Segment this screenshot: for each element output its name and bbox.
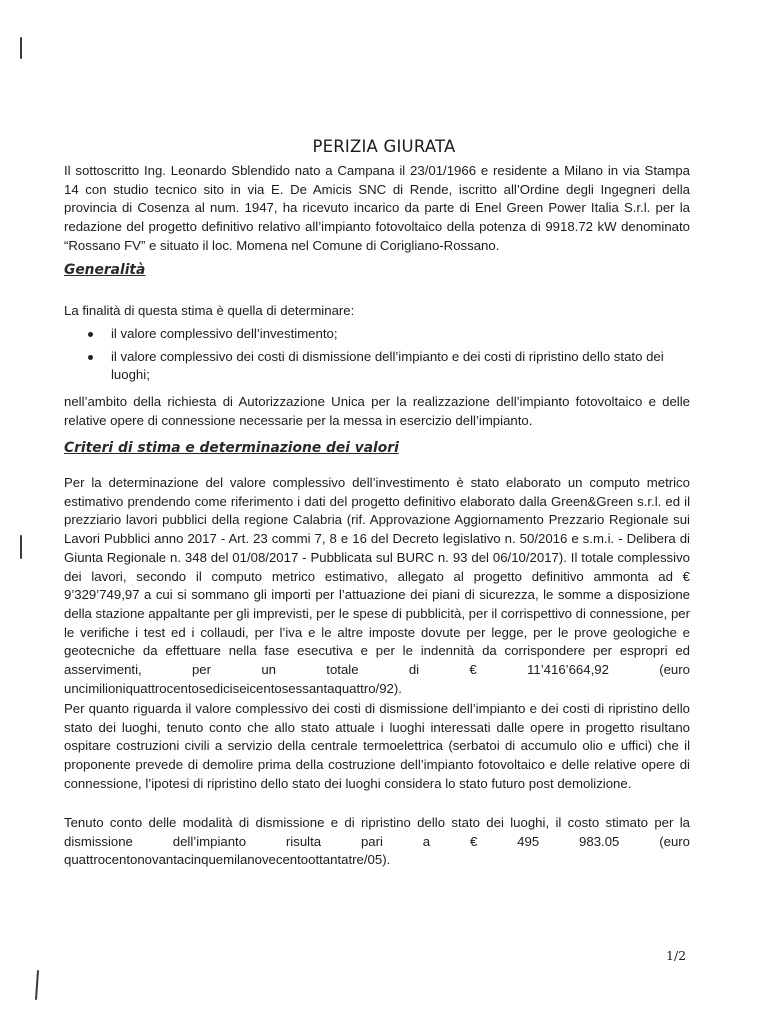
list-item bbox=[64, 348, 690, 385]
page-number: 1/2 bbox=[666, 948, 687, 963]
scan-artifact-mark bbox=[35, 970, 39, 1000]
section2-paragraph-1: Per la determinazione del valore complessivo dell’investimento è stato elaborato un computo metrico estimativo prendendo come riferimento i dati del progetto definitivo elaborato dalla Green&Green s.r.l. ed il prezziario lavori pubblici della regione Calabria (rif. Approvazione Aggiornamento Prezzario Regionale sui Lavori Pubblici anno 2017 - Art. 23 commi 7, 8 e 16 del Decreto legislativo n. 50/2016 e s.m.i. - Delibera di Giunta Regionale n. 348 del 01/08/2017 - Pubblicata sul BURC n. 93 del 06/10/2017). Il totale complessivo dei lavori, secondo il computo metrico estimativo, allegato al progetto definitivo ammonta ad € 9’329’749,97 a cui si sommano gli importi per l’attuazione dei piani di sicurezza, le somme a disposizione della stazione appaltante per gli imprevisti, per le spese di pubblicità, per il corrispettivo di connessione, per le verifiche i test ed i collaudi, per l’iva e le altre imposte dovute per legge, per le prove geologiche e geotecniche da effettuare nella fase esecutiva e per le indennità da corrispondere per espropri ed asservimenti, per un totale di € 11’416’664,92 (euro uncimilioniquattrocentosediciseicentosessantaquattro/92). bbox=[64, 475, 691, 696]
intro-paragraph: Il sottoscritto Ing. Leonardo Sblendido nato a Campana il 23/01/1966 e residente a Milano in via Stampa 14 con studio tecnico sito in via E. De Amicis SNC di Rende, iscritto all’Ordine degli Ingegneri della provincia di Cosenza al num. 1947, ha ricevuto incarico da parte di Enel Green Power Italia S.r.l. per la redazione del progetto definitivo relativo all’impianto fotovoltaico della potenza di 9918.72 kW denominato “Rossano FV” e situato il loc. Momena nel Comune di Corigliano-Rossano. bbox=[64, 163, 690, 253]
list-item-text: il valore complessivo dell’investimento; bbox=[111, 326, 338, 341]
section2-paragraph-3: Tenuto conto delle modalità di dismissione e di ripristino dello stato dei luoghi, il costo stimato per la dismissione dell’impianto risulta pari a € 495 983.05 (euro quattrocentonovantacinquemilanovecentoottantatre/05). bbox=[64, 815, 690, 868]
section2-paragraph-2: Per quanto riguarda il valore complessivo dei costi di dismissione dell’impianto e dei costi di ripristino dello stato dei luoghi, tenuto conto che allo stato attuale i luoghi interessati dalle opere in progetto risultano ospitare costruzioni civili a servizio della centrale termoelettrica (serbatoi di accumulo olio e uffici) che il proponente prevede di demolire prima della costruzione dell’impianto fotovoltaico e delle relative opere di connessione, l’ipotesi di ripristino dello stato dei luoghi considera lo stato futuro post demolizione. bbox=[64, 701, 690, 791]
scan-artifact-mark bbox=[20, 535, 22, 559]
section1-lead: La finalità di questa stima è quella di determinare: bbox=[64, 303, 355, 318]
list-item-text: il valore complessivo dei costi di dismissione dell’impianto e dei costi di ripristino dello stato dei luoghi; bbox=[111, 348, 664, 383]
section-heading-criteri: Criteri di stima e determinazione dei valori bbox=[64, 440, 399, 456]
document-title: PERIZIA GIURATA bbox=[312, 137, 456, 156]
section1-closing: nell’ambito della richiesta di Autorizzazione Unica per la realizzazione dell’impianto fotovoltaico e delle relative opere di connessione necessarie per la messa in esercizio dell’impianto. bbox=[64, 394, 690, 428]
bullet-list bbox=[64, 325, 690, 389]
list-item bbox=[64, 325, 690, 344]
section-heading-generalita: Generalità bbox=[64, 262, 146, 278]
scan-artifact-mark bbox=[20, 37, 22, 59]
bullet-dot-icon bbox=[88, 355, 93, 360]
bullet-dot-icon bbox=[88, 332, 93, 337]
